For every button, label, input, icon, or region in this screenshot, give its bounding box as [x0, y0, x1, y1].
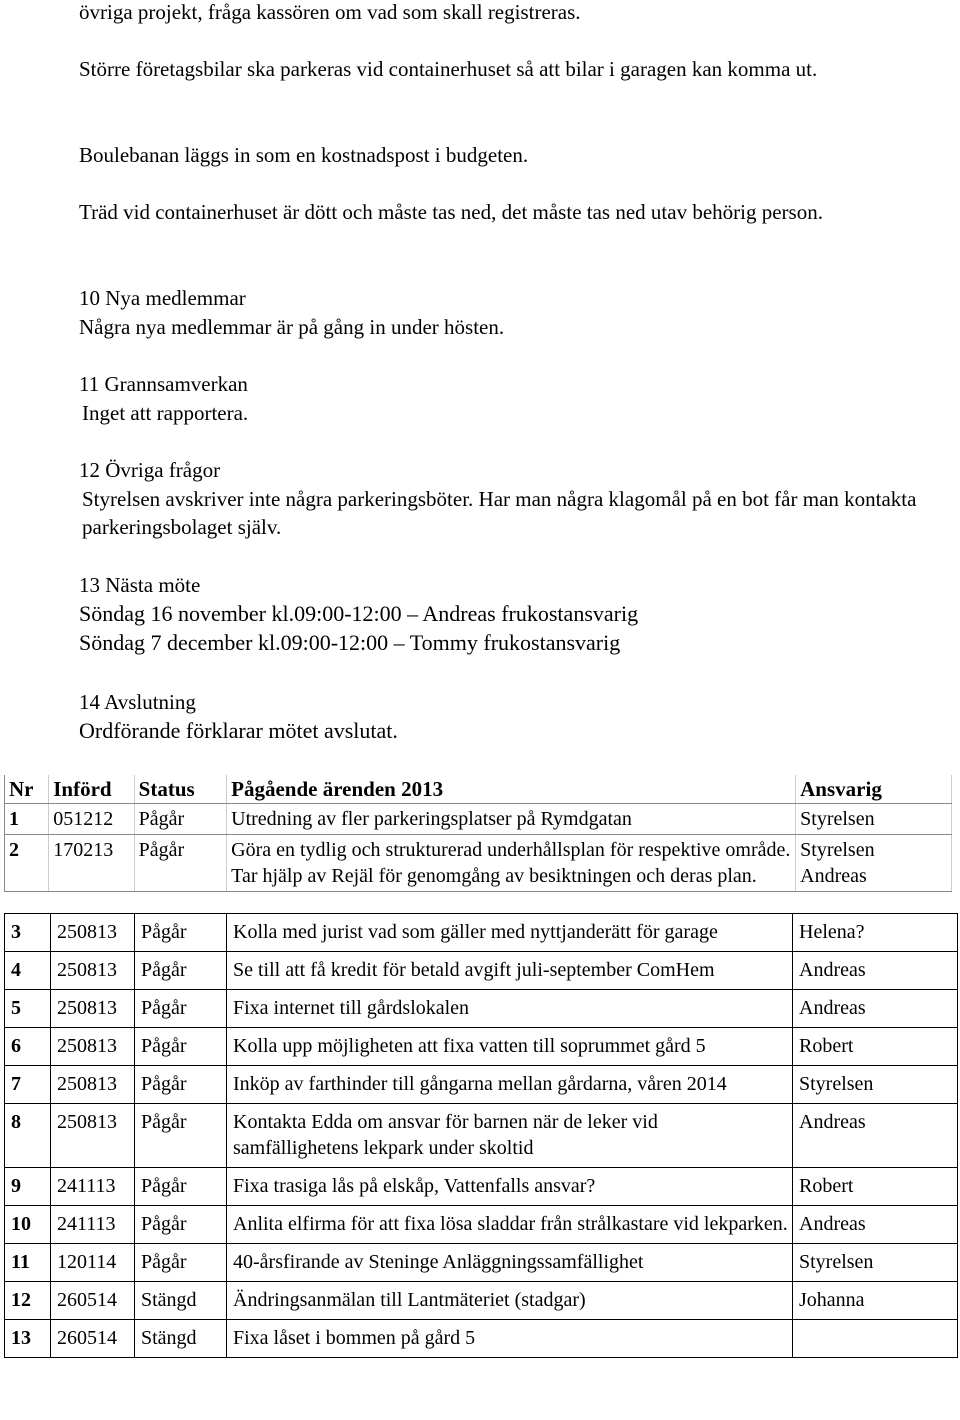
- section-heading-closing: 14 Avslutning: [79, 690, 196, 714]
- column-header-ansvarig: Ansvarig: [796, 775, 952, 804]
- table-row: [5, 952, 958, 990]
- row-ansvarig: Andreas: [793, 952, 958, 990]
- row-arende: Fixa trasiga lås på elskåp, Vattenfalls ansvar?: [227, 1168, 793, 1206]
- section-heading-neighbourhood: 11 Grannsamverkan: [79, 372, 248, 396]
- table-row: [5, 1028, 958, 1066]
- table-header-row: [5, 775, 952, 804]
- row-nr: 7: [5, 1066, 51, 1104]
- table-row: [5, 1282, 958, 1320]
- section-text-closing: Ordförande förklarar mötet avslutat.: [79, 718, 398, 743]
- row-arende: Fixa internet till gårdslokalen: [227, 990, 793, 1028]
- row-status: Pågår: [135, 914, 227, 952]
- table-row: [5, 1066, 958, 1104]
- row-arende: Anlita elfirma för att fixa lösa sladdar från strålkastare vid lekparken.: [227, 1206, 793, 1244]
- row-status: Pågår: [135, 1168, 227, 1206]
- row-status: Stängd: [135, 1282, 227, 1320]
- section-text-other: Styrelsen avskriver inte några parkeringsböter. Har man några klagomål på en bot får man kontakta parkeringsbolaget själv.: [82, 487, 917, 539]
- row-ansvarig: Andreas: [793, 1104, 958, 1168]
- next-meeting-line-2: Söndag 7 december kl.09:00-12:00 – Tommy frukostansvarig: [79, 630, 621, 655]
- row-inford: 250813: [51, 914, 135, 952]
- row-nr: 12: [5, 1282, 51, 1320]
- paragraph-projects: övriga projekt, fråga kassören om vad som skall registreras.: [79, 0, 581, 24]
- row-ansvarig: Johanna: [793, 1282, 958, 1320]
- row-ansvarig: Styrelsen: [796, 804, 952, 835]
- row-status: Pågår: [135, 1066, 227, 1104]
- row-ansvarig: Styrelsen: [793, 1066, 958, 1104]
- row-ansvarig: Andreas: [793, 1206, 958, 1244]
- row-arende: Kolla med jurist vad som gäller med nyttjanderätt för garage: [227, 914, 793, 952]
- table-row: [5, 1244, 958, 1282]
- row-nr: 8: [5, 1104, 51, 1168]
- table-row: [5, 990, 958, 1028]
- row-ansvarig: Robert: [793, 1168, 958, 1206]
- row-ansvarig: Robert: [793, 1028, 958, 1066]
- row-nr: 3: [5, 914, 51, 952]
- row-arende: Utredning av fler parkeringsplatser på Rymdgatan: [227, 804, 796, 835]
- row-ansvarig: Styrelsen: [793, 1244, 958, 1282]
- row-arende: Kolla upp möjligheten att fixa vatten till soprummet gård 5: [227, 1028, 793, 1066]
- column-header-inford: Införd: [49, 775, 134, 804]
- row-inford: 051212: [49, 804, 134, 835]
- row-status: Pågår: [135, 990, 227, 1028]
- column-header-nr: Nr: [5, 775, 49, 804]
- row-status: Pågår: [135, 1244, 227, 1282]
- row-nr: 4: [5, 952, 51, 990]
- row-inford: 170213: [49, 835, 134, 892]
- row-arende: Inköp av farthinder till gångarna mellan gårdarna, våren 2014: [227, 1066, 793, 1104]
- row-nr: 9: [5, 1168, 51, 1206]
- column-header-status: Status: [134, 775, 226, 804]
- row-inford: 241113: [51, 1168, 135, 1206]
- row-status: Pågår: [135, 1206, 227, 1244]
- row-nr: 6: [5, 1028, 51, 1066]
- row-ansvarig: Andreas: [793, 990, 958, 1028]
- column-header-arende: Pågående ärenden 2013: [227, 775, 796, 804]
- table-row: [5, 1104, 958, 1168]
- issues-table-header: [4, 775, 952, 892]
- row-nr: 10: [5, 1206, 51, 1244]
- row-ansvarig: [793, 1320, 958, 1358]
- paragraph-company-cars: Större företagsbilar ska parkeras vid containerhuset så att bilar i garagen kan komma ut.: [79, 57, 818, 81]
- row-arende: Ändringsanmälan till Lantmäteriet (stadgar): [227, 1282, 793, 1320]
- row-status: Pågår: [135, 952, 227, 990]
- row-status: Pågår: [135, 1104, 227, 1168]
- row-arende: Kontakta Edda om ansvar för barnen när de leker vid samfällighetens lekpark under skoltid: [227, 1104, 793, 1168]
- row-inford: 241113: [51, 1206, 135, 1244]
- section-heading-next-meeting: 13 Nästa möte: [79, 573, 201, 597]
- paragraph-boule: Boulebanan läggs in som en kostnadspost i budgeten.: [79, 143, 529, 167]
- table-row: [5, 1206, 958, 1244]
- row-ansvarig: Helena?: [793, 914, 958, 952]
- row-ansvarig: Styrelsen Andreas: [796, 835, 952, 892]
- row-status: Pågår: [135, 1028, 227, 1066]
- row-arende: Göra en tydlig och strukturerad underhållsplan för respektive område. Tar hjälp av Rejäl för genomgång av besiktningen och deras plan.: [227, 835, 796, 892]
- row-status: Pågår: [134, 804, 226, 835]
- table-row: [5, 804, 952, 835]
- table-row: [5, 1168, 958, 1206]
- row-inford: 250813: [51, 1104, 135, 1168]
- row-inford: 250813: [51, 952, 135, 990]
- section-text-neighbourhood: Inget att rapportera.: [82, 401, 249, 425]
- row-arende: 40-årsfirande av Steninge Anläggningssamfällighet: [227, 1244, 793, 1282]
- row-nr: 13: [5, 1320, 51, 1358]
- table-row: [5, 914, 958, 952]
- paragraph-tree: Träd vid containerhuset är dött och måste tas ned, det måste tas ned utav behörig person.: [79, 200, 823, 224]
- row-inford: 250813: [51, 990, 135, 1028]
- row-inford: 250813: [51, 1028, 135, 1066]
- row-status: Pågår: [134, 835, 226, 892]
- row-nr: 1: [5, 804, 49, 835]
- row-inford: 250813: [51, 1066, 135, 1104]
- section-text-members: Några nya medlemmar är på gång in under hösten.: [79, 315, 505, 339]
- next-meeting-line-1: Söndag 16 november kl.09:00-12:00 – Andreas frukostansvarig: [79, 601, 639, 626]
- section-heading-other: 12 Övriga frågor: [79, 458, 221, 482]
- row-nr: 5: [5, 990, 51, 1028]
- row-nr: 2: [5, 835, 49, 892]
- row-inford: 260514: [51, 1320, 135, 1358]
- row-status: Stängd: [135, 1320, 227, 1358]
- table-row: [5, 1320, 958, 1358]
- row-arende: Se till att få kredit för betald avgift juli-september ComHem: [227, 952, 793, 990]
- row-inford: 120114: [51, 1244, 135, 1282]
- row-arende: Fixa låset i bommen på gård 5: [227, 1320, 793, 1358]
- issues-table-body: [4, 913, 958, 1358]
- row-inford: 260514: [51, 1282, 135, 1320]
- table-row: [5, 835, 952, 892]
- row-nr: 11: [5, 1244, 51, 1282]
- section-heading-members: 10 Nya medlemmar: [79, 286, 246, 310]
